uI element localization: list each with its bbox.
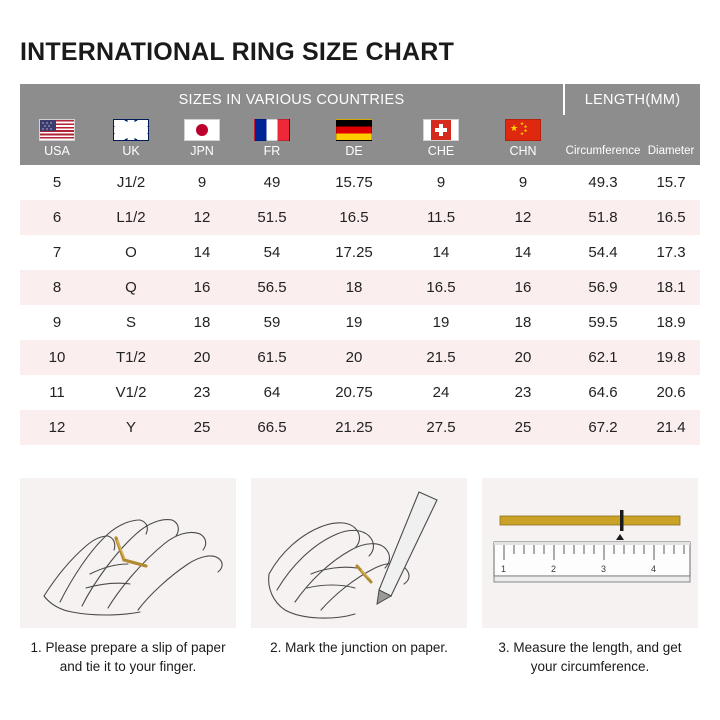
cell-chn: 9	[482, 165, 564, 200]
flag-japan-icon	[184, 119, 220, 141]
cell-chn: 12	[482, 200, 564, 235]
cell-circumference: 67.2	[564, 410, 642, 445]
cell-che: 16.5	[400, 270, 482, 305]
size-chart-table	[20, 84, 700, 445]
cell-circumference: 64.6	[564, 375, 642, 410]
cell-chn: 18	[482, 305, 564, 340]
flag-cell-jpn	[168, 115, 236, 141]
flag-france-icon	[254, 119, 290, 141]
cell-chn: 23	[482, 375, 564, 410]
cell-chn: 16	[482, 270, 564, 305]
instruction-step-2	[251, 478, 467, 676]
cell-diameter: 18.9	[642, 305, 700, 340]
column-label-de: DE	[308, 141, 400, 165]
cell-jpn: 20	[168, 340, 236, 375]
table-row	[20, 235, 700, 270]
cell-chn: 25	[482, 410, 564, 445]
flag-cell-che	[400, 115, 482, 141]
cell-de: 20	[308, 340, 400, 375]
cell-jpn: 18	[168, 305, 236, 340]
cell-che: 14	[400, 235, 482, 270]
flag-cell-fr	[236, 115, 308, 141]
cell-uk: J1/2	[94, 165, 168, 200]
cell-circumference: 54.4	[564, 235, 642, 270]
group-header-sizes: SIZES IN VARIOUS COUNTRIES	[20, 84, 564, 115]
group-header-length: LENGTH(MM)	[564, 84, 700, 115]
column-label-circumference: Circumference	[564, 141, 642, 165]
cell-usa: 8	[20, 270, 94, 305]
flag-cell-uk	[94, 115, 168, 141]
instruction-caption-1: 1. Please prepare a slip of paper and tie it to your finger.	[30, 640, 226, 674]
size-chart-table-wrapper	[20, 84, 700, 445]
column-label-uk: UK	[94, 141, 168, 165]
cell-de: 20.75	[308, 375, 400, 410]
column-label-row	[20, 141, 700, 165]
flag-cell-usa	[20, 115, 94, 141]
column-label-fr: FR	[236, 141, 308, 165]
cell-fr: 64	[236, 375, 308, 410]
cell-de: 21.25	[308, 410, 400, 445]
cell-che: 9	[400, 165, 482, 200]
cell-jpn: 12	[168, 200, 236, 235]
cell-circumference: 49.3	[564, 165, 642, 200]
svg-text:1: 1	[501, 564, 507, 574]
cell-diameter: 15.7	[642, 165, 700, 200]
cell-uk: O	[94, 235, 168, 270]
cell-de: 19	[308, 305, 400, 340]
paper-strip-on-ruler-illustration	[482, 478, 698, 628]
cell-diameter: 16.5	[642, 200, 700, 235]
cell-de: 15.75	[308, 165, 400, 200]
flag-cell-circumference	[564, 115, 642, 141]
table-row	[20, 375, 700, 410]
cell-che: 24	[400, 375, 482, 410]
cell-che: 21.5	[400, 340, 482, 375]
cell-che: 19	[400, 305, 482, 340]
cell-de: 18	[308, 270, 400, 305]
cell-circumference: 59.5	[564, 305, 642, 340]
flag-usa-icon	[39, 119, 75, 141]
flag-germany-icon	[336, 119, 372, 141]
column-label-jpn: JPN	[168, 141, 236, 165]
cell-circumference: 56.9	[564, 270, 642, 305]
cell-fr: 59	[236, 305, 308, 340]
svg-text:2: 2	[551, 564, 557, 574]
cell-usa: 11	[20, 375, 94, 410]
svg-text:4: 4	[651, 564, 657, 574]
cell-uk: L1/2	[94, 200, 168, 235]
cell-usa: 9	[20, 305, 94, 340]
column-label-diameter: Diameter	[642, 141, 700, 165]
table-row	[20, 200, 700, 235]
cell-diameter: 18.1	[642, 270, 700, 305]
cell-chn: 14	[482, 235, 564, 270]
flag-china-icon: ★ ★ ★ ★ ★	[505, 119, 541, 141]
instruction-step-3	[482, 478, 698, 676]
cell-jpn: 14	[168, 235, 236, 270]
cell-uk: T1/2	[94, 340, 168, 375]
page-title: INTERNATIONAL RING SIZE CHART	[20, 38, 455, 66]
instruction-caption-3: 3. Measure the length, and get your circumference.	[498, 640, 682, 674]
hand-with-paper-strip-illustration	[20, 478, 236, 628]
column-label-chn: CHN	[482, 141, 564, 165]
cell-usa: 6	[20, 200, 94, 235]
instruction-step-1	[20, 478, 236, 676]
cell-che: 27.5	[400, 410, 482, 445]
cell-circumference: 62.1	[564, 340, 642, 375]
cell-che: 11.5	[400, 200, 482, 235]
flag-cell-de	[308, 115, 400, 141]
cell-fr: 56.5	[236, 270, 308, 305]
cell-uk: Q	[94, 270, 168, 305]
flag-uk-icon	[113, 119, 149, 141]
table-row	[20, 270, 700, 305]
cell-diameter: 17.3	[642, 235, 700, 270]
cell-jpn: 23	[168, 375, 236, 410]
instruction-panels	[20, 478, 700, 676]
cell-uk: S	[94, 305, 168, 340]
flag-cell-chn	[482, 115, 564, 141]
cell-jpn: 25	[168, 410, 236, 445]
cell-fr: 51.5	[236, 200, 308, 235]
table-row	[20, 340, 700, 375]
cell-fr: 54	[236, 235, 308, 270]
table-row	[20, 305, 700, 340]
cell-chn: 20	[482, 340, 564, 375]
flag-cell-diameter	[642, 115, 700, 141]
cell-uk: Y	[94, 410, 168, 445]
cell-jpn: 9	[168, 165, 236, 200]
table-row	[20, 410, 700, 445]
cell-usa: 7	[20, 235, 94, 270]
cell-circumference: 51.8	[564, 200, 642, 235]
flag-row	[20, 115, 700, 141]
cell-diameter: 20.6	[642, 375, 700, 410]
group-header-row	[20, 84, 700, 115]
cell-usa: 5	[20, 165, 94, 200]
table-row	[20, 165, 700, 200]
cell-jpn: 16	[168, 270, 236, 305]
cell-de: 16.5	[308, 200, 400, 235]
cell-usa: 10	[20, 340, 94, 375]
column-label-che: CHE	[400, 141, 482, 165]
cell-fr: 66.5	[236, 410, 308, 445]
svg-text:3: 3	[601, 564, 607, 574]
cell-usa: 12	[20, 410, 94, 445]
hand-marking-paper-with-pen-illustration	[251, 478, 467, 628]
cell-uk: V1/2	[94, 375, 168, 410]
cell-fr: 61.5	[236, 340, 308, 375]
column-label-usa: USA	[20, 141, 94, 165]
instruction-caption-2: 2. Mark the junction on paper.	[270, 640, 448, 655]
cell-fr: 49	[236, 165, 308, 200]
cell-de: 17.25	[308, 235, 400, 270]
cell-diameter: 21.4	[642, 410, 700, 445]
flag-switzerland-icon	[423, 119, 459, 141]
cell-diameter: 19.8	[642, 340, 700, 375]
